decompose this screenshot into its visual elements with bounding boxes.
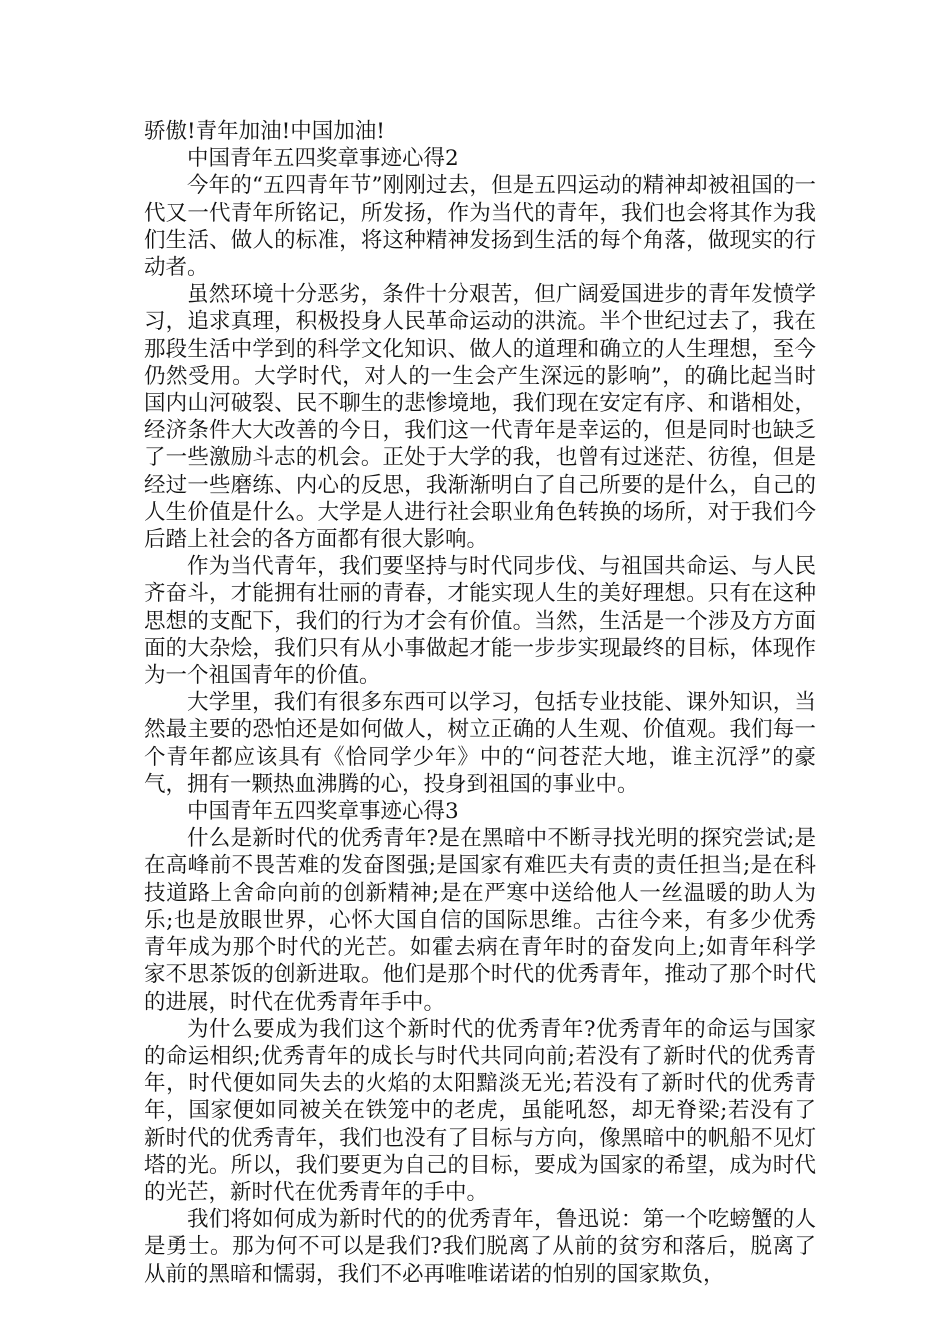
- paragraph: 虽然环境十分恶劣，条件十分艰苦，但广阔爱国进步的青年发愤学习，追求真理，积极投身人民革命运动的洪流。半个世纪过去了，我在那段生活中学到的科学文化知识、做人的道理和确立的人生理想，至今仍然受用。大学时代，对人的一生会产生深远的影响”，的确比起当时国内山河破裂、民不聊生的悲惨境地，我们现在安定有序、和谐相处，经济条件大大改善的今日，我们这一代青年是幸运的，但是同时也缺乏了一些激励斗志的机会。正处于大学的我，也曾有过迷茫、彷徨，但是经过一些磨练、内心的反思，我渐渐明白了自己所要的是什么，自己的人生价值是什么。大学是人进行社会职业角色转换的场所，对于我们今后踏上社会的各方面都有很大影响。: [144, 282, 816, 553]
- paragraph: 大学里，我们有很多东西可以学习，包括专业技能、课外知识，当然最主要的恐怕还是如何做人，树立正确的人生观、价值观。我们每一个青年都应该具有《恰同学少年》中的“问苍茫大地，谁主沉浮”的豪气，拥有一颗热血沸腾的心，投身到祖国的事业中。: [144, 690, 816, 797]
- section-heading-2: 中国青年五四奖章事迹心得2: [187, 146, 459, 172]
- paragraph: 作为当代青年，我们要坚持与时代同步伐、与祖国共命运、与人民齐奋斗，才能拥有壮丽的青春，才能实现人生的美好理想。只有在这种思想的支配下，我们的行为才会有价值。当然，生活是一个涉及方方面面的大杂烩，我们只有从小事做起才能一步步实现最终的目标，体现作为一个祖国青年的价值。: [144, 554, 816, 689]
- paragraph-closing-line: 骄傲!青年加油!中国加油!: [144, 119, 385, 144]
- paragraph: 我们将如何成为新时代的的优秀青年，鲁迅说：第一个吃螃蟹的人是勇士。那为何不可以是我们?我们脱离了从前的贫穷和落后，脱离了从前的黑暗和懦弱，我们不必再唯唯诺诺的怕别的国家欺负，: [144, 1207, 816, 1287]
- section-heading-3: 中国青年五四奖章事迹心得3: [187, 799, 459, 825]
- paragraph: 什么是新时代的优秀青年?是在黑暗中不断寻找光明的探究尝试;是在高峰前不畏苦难的发奋图强;是国家有难匹夫有责的责任担当;是在科技道路上舍命向前的创新精神;是在严寒中送给他人一丝温暖的助人为乐;也是放眼世界，心怀大国自信的国际思维。古往今来，有多少优秀青年成为那个时代的光芒。如霍去病在青年时的奋发向上;如青年科学家不思茶饭的创新进取。他们是那个时代的优秀青年，推动了那个时代的进展，时代在优秀青年手中。: [144, 826, 816, 1015]
- paragraph: 为什么要成为我们这个新时代的优秀青年?优秀青年的命运与国家的命运相织;优秀青年的成长与时代共同向前;若没有了新时代的优秀青年，时代便如同失去的火焰的太阳黯淡无光;若没有了新时代的优秀青年，国家便如同被关在铁笼中的老虎，虽能吼怒，却无脊梁;若没有了新时代的优秀青年，我们也没有了目标与方向，像黑暗中的帆船不见灯塔的光。所以，我们要更为自己的目标，要成为国家的希望，成为时代的光芒，新时代在优秀青年的手中。: [144, 1016, 816, 1205]
- document-body: [144, 118, 816, 1288]
- paragraph: 今年的“五四青年节”刚刚过去，但是五四运动的精神却被祖国的一代又一代青年所铭记，所发扬，作为当代的青年，我们也会将其作为我们生活、做人的标准，将这种精神发扬到生活的每个角落，做现实的行动者。: [144, 173, 816, 281]
